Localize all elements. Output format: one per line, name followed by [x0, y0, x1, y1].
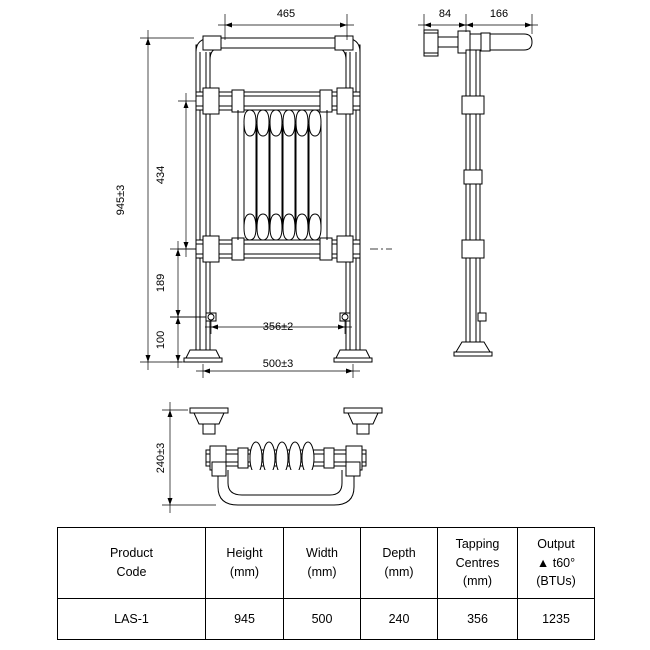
plan-view: [190, 408, 382, 505]
dim-label-tapping-centres: 356±2: [262, 321, 294, 333]
header-line-2: Centres: [455, 555, 500, 570]
specification-table-container: [57, 527, 594, 640]
cell-product-code: LAS-1: [58, 599, 206, 640]
header-line-2: (mm): [307, 565, 337, 579]
dim-label-overall-width: 500±3: [262, 358, 294, 370]
header-line-1: Output: [537, 536, 575, 551]
header-output: [518, 528, 595, 599]
front-elevation-view: [184, 36, 372, 362]
cell-width: 500: [284, 599, 361, 640]
header-depth: [361, 528, 438, 599]
header-height: [206, 528, 284, 599]
table-row: [58, 599, 595, 640]
header-line-2: ▲ t60° (BTUs): [536, 555, 576, 589]
header-line-1: Tapping: [455, 536, 500, 551]
header-line-1: Depth: [382, 546, 416, 561]
header-tapping-centres: [438, 528, 518, 599]
header-line-3: (mm): [462, 574, 493, 589]
side-elevation-view: [424, 30, 532, 356]
table-header-row: [58, 528, 595, 599]
cell-tapping-centres: 356: [438, 599, 518, 640]
cell-height: 945: [206, 599, 284, 640]
product-specification-table: [57, 527, 595, 640]
header-line-1: Height: [226, 546, 263, 561]
dim-label-rail-height: 434: [155, 165, 167, 185]
cell-output: 1235: [518, 599, 595, 640]
header-product-code: [58, 528, 206, 599]
dim-label-overall-height: 945±3: [115, 184, 127, 216]
dim-label-plan-depth: 240±3: [155, 442, 167, 474]
header-line-1: Width: [306, 546, 338, 561]
header-line-1: Product: [109, 546, 154, 561]
dim-label-side-depth-a: 84: [438, 8, 452, 20]
header-line-2: (mm): [229, 565, 260, 579]
dim-label-side-depth-b: 166: [489, 8, 509, 20]
header-line-2: Code: [116, 565, 147, 579]
header-line-2: (mm): [384, 565, 414, 579]
cell-depth: 240: [361, 599, 438, 640]
dim-label-foot-height: 100: [155, 330, 167, 350]
dim-label-lower-height: 189: [155, 273, 167, 293]
header-width: [284, 528, 361, 599]
dim-label-width-top: 465: [276, 8, 296, 20]
